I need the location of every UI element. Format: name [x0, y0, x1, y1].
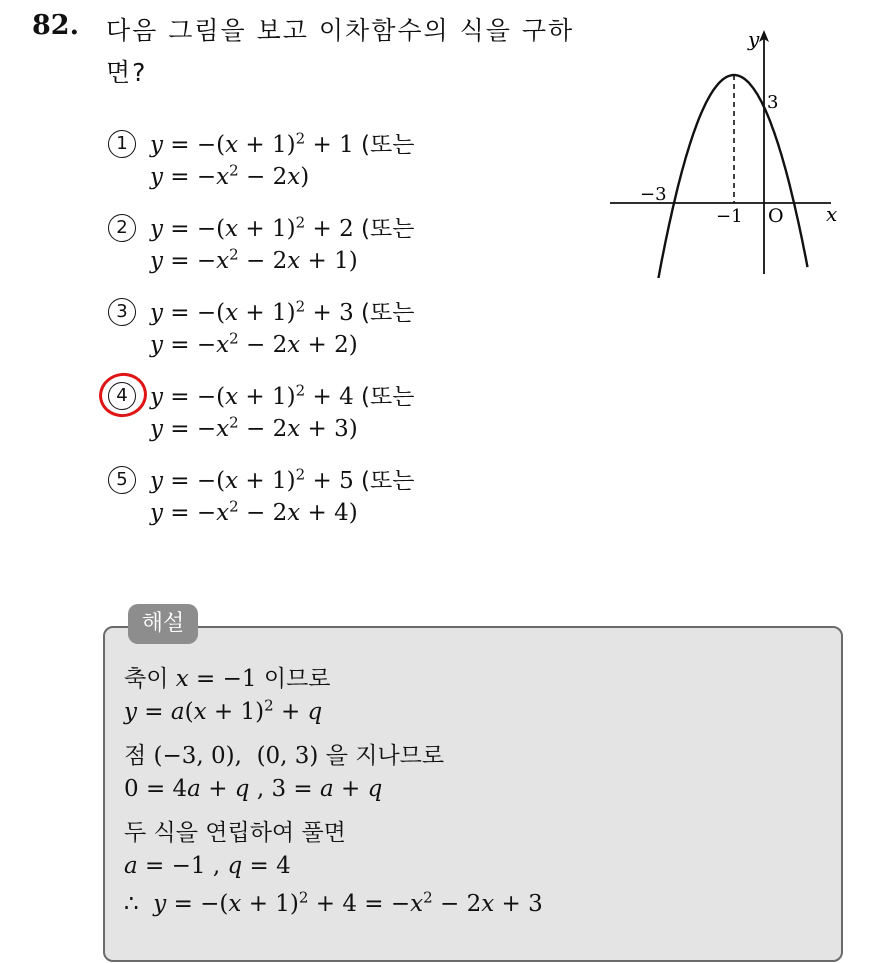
choice-5-const: 5 [339, 468, 354, 494]
y-axis-label: y [748, 28, 760, 51]
choice-2-line2: $y = -x^2 - 2x + 1$) [150, 245, 358, 274]
choice-2-tail: + 1 [300, 248, 349, 274]
solution-line-2: $y = a(x + 1)^2 + q$ [124, 695, 323, 725]
choice-word: (또는 [361, 300, 415, 326]
choice-4-line1: $y = -(x + 1)^2 + 4$ (또는 [150, 381, 415, 410]
solution-line-7: ∴ $y = -(x + 1)^2 + 4 = -x^2 - 2x + 3$ [124, 888, 543, 917]
choice-number-1: 1 [108, 130, 136, 158]
choice-word: (또는 [361, 216, 415, 242]
choice-word: (또는 [361, 468, 415, 494]
solution-line-3: 점 (−3, 0), (0, 3) 을 지나므로 [124, 743, 445, 769]
solution-body [124, 660, 543, 930]
choice-1-line2: $y = -x^2 - 2x$) [150, 161, 310, 190]
choice-3-line1: $y = -(x + 1)^2 + 3$ (또는 [150, 297, 415, 326]
choice-number-2: 2 [108, 214, 136, 242]
solution-line-4: 0 = 4a + q , 3 = a + q [124, 775, 383, 802]
y-intercept-label: 3 [767, 92, 779, 113]
choice-3-line2: $y = -x^2 - 2x + 2$) [150, 329, 358, 358]
choice-word: (또는 [361, 132, 415, 158]
solution-tab: 해설 [128, 604, 198, 644]
choice-1-const: 1 [339, 132, 354, 158]
choice-5-tail: + 4 [300, 500, 349, 526]
choice-2-const: 2 [339, 216, 354, 242]
choice-4-line2: $y = -x^2 - 2x + 3$) [150, 413, 358, 442]
choice-3-const: 3 [339, 300, 354, 326]
choice-5-line1: $y = -(x + 1)^2 + 5$ (또는 [150, 465, 415, 494]
x-intercept-label: −3 [640, 184, 667, 205]
choice-number-4: 4 [108, 382, 136, 410]
parabola-graph [606, 28, 846, 278]
choice-5-line2: $y = -x^2 - 2x + 4$) [150, 497, 358, 526]
question-text-line2: 면? [106, 58, 148, 87]
choice-number-3: 3 [108, 298, 136, 326]
solution-line-5: 두 식을 연립하여 풀면 [124, 820, 346, 846]
choice-number-5: 5 [108, 466, 136, 494]
choice-1-line1: $y = -(x + 1)^2 + 1$ (또는 [150, 129, 415, 158]
axis-value-label: −1 [716, 206, 743, 227]
question-text-line1: 다음 그림을 보고 이차함수의 식을 구하 [106, 16, 575, 45]
x-axis-label: x [826, 202, 838, 226]
choice-word: (또는 [361, 384, 415, 410]
choice-2-line1: $y = -(x + 1)^2 + 2$ (또는 [150, 213, 415, 242]
solution-line-1: 축이 x = −1 이므로 [124, 666, 331, 692]
choice-3-tail: + 2 [300, 332, 349, 358]
choice-4-const: 4 [339, 384, 354, 410]
question-text [106, 10, 586, 94]
origin-label: O [768, 205, 784, 227]
choice-4-tail: + 3 [300, 416, 349, 442]
question-number: 82. [32, 10, 79, 41]
parabola-curve [623, 75, 808, 278]
solution-line-6: a = −1 , q = 4 [124, 852, 291, 879]
